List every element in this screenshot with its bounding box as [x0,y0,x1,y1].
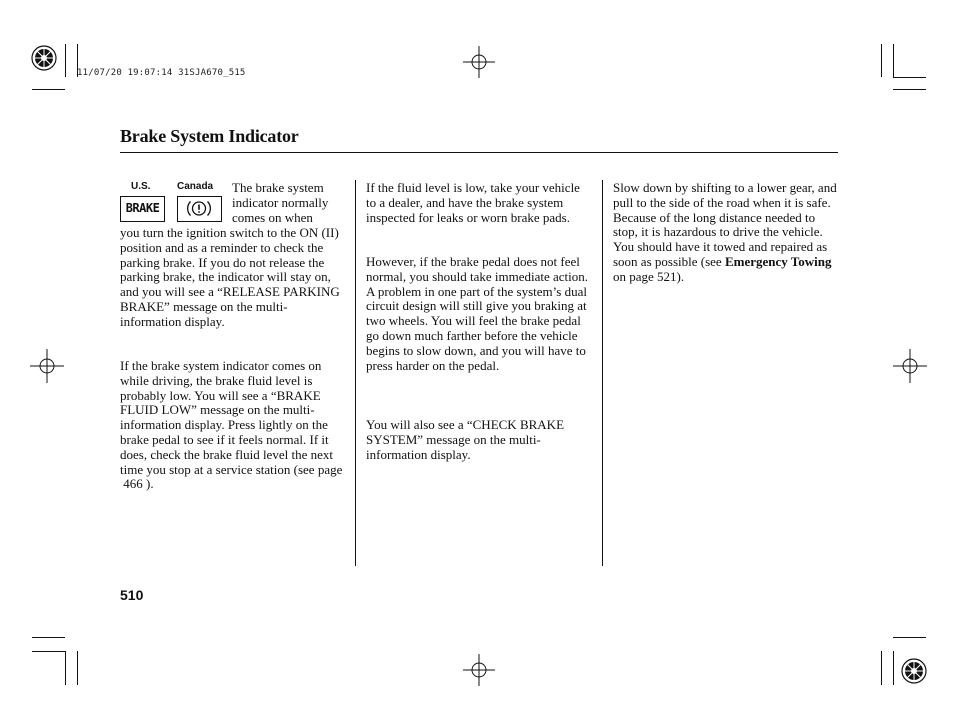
col1-para2-end: ). [146,476,154,492]
crosshair-icon [893,349,927,383]
brake-warning-icon [178,197,220,220]
emergency-towing-link[interactable]: Emergency Towing [724,253,832,269]
col3-para1 [613,181,839,285]
crosshair-icon [463,46,495,78]
page-title: Brake System Indicator [120,126,299,146]
page-reference-521[interactable]: 521 [657,268,677,284]
col2-para2: However, if the brake pedal does not feel normal, you should take immediate action. A problem in one part of the system’s dual circuit design will still give you braking at two wheels. You will feel the brake pedal go down much farther before the vehicle begins to slow down, and you will have to press harder on the pedal. [366,254,589,373]
col3-para1-text: Slow down by shifting to a lower gear, and pull to the side of the road when it is safe. Because of the long distance needed to stop, it is hazardous to drive the vehicle. You should have it towed and repaired as soon as possible (see [613,180,837,269]
us-label: U.S. [131,181,151,192]
page-reference-466[interactable]: 466 [123,476,143,492]
title-rule [120,152,838,153]
column-divider [602,180,603,566]
registration-gear-icon [900,657,928,685]
crosshair-icon [30,349,64,383]
brake-indicator-us [120,196,165,222]
col1-intro: The brake system indicator normally comes on when [232,180,329,225]
brake-symbol-text: BRAKE [125,201,160,215]
col2-para3: You will also see a “CHECK BRAKE SYSTEM” message on the multi-information display. [366,417,565,462]
col3-para1-mid: on page [613,268,654,284]
page-number: 510 [120,587,144,603]
col2-para1: If the fluid level is low, take your vehicle to a dealer, and have the brake system inspected for leaks or worn brake pads. [366,180,580,225]
registration-gear-icon [30,44,58,72]
canada-label: Canada [177,181,214,192]
brake-indicator-canada [177,196,222,222]
col1-para2-text: If the brake system indicator comes on while driving, the brake fluid level is probably low. You will see a “BRAKE FLUID LOW” message on the multi-information display. Press lightly on the brake pedal to see if it feels normal. If it does, check the brake fluid level the next time you stop at a service station (see page [120,358,343,477]
col1-para2 [120,359,348,492]
print-stamp: 11/07/20 19:07:14 31SJA670_515 [77,68,246,78]
col1-para1: you turn the ignition switch to the ON (II) position and as a reminder to check the parking brake. If you do not release the parking brake, the indicator will stay on, and you will see a “RELEASE PARKING BRAKE” message on the multi-information display. [120,225,340,329]
column-divider [355,180,356,566]
crosshair-icon [463,654,495,686]
col3-para1-end: ). [676,268,685,284]
